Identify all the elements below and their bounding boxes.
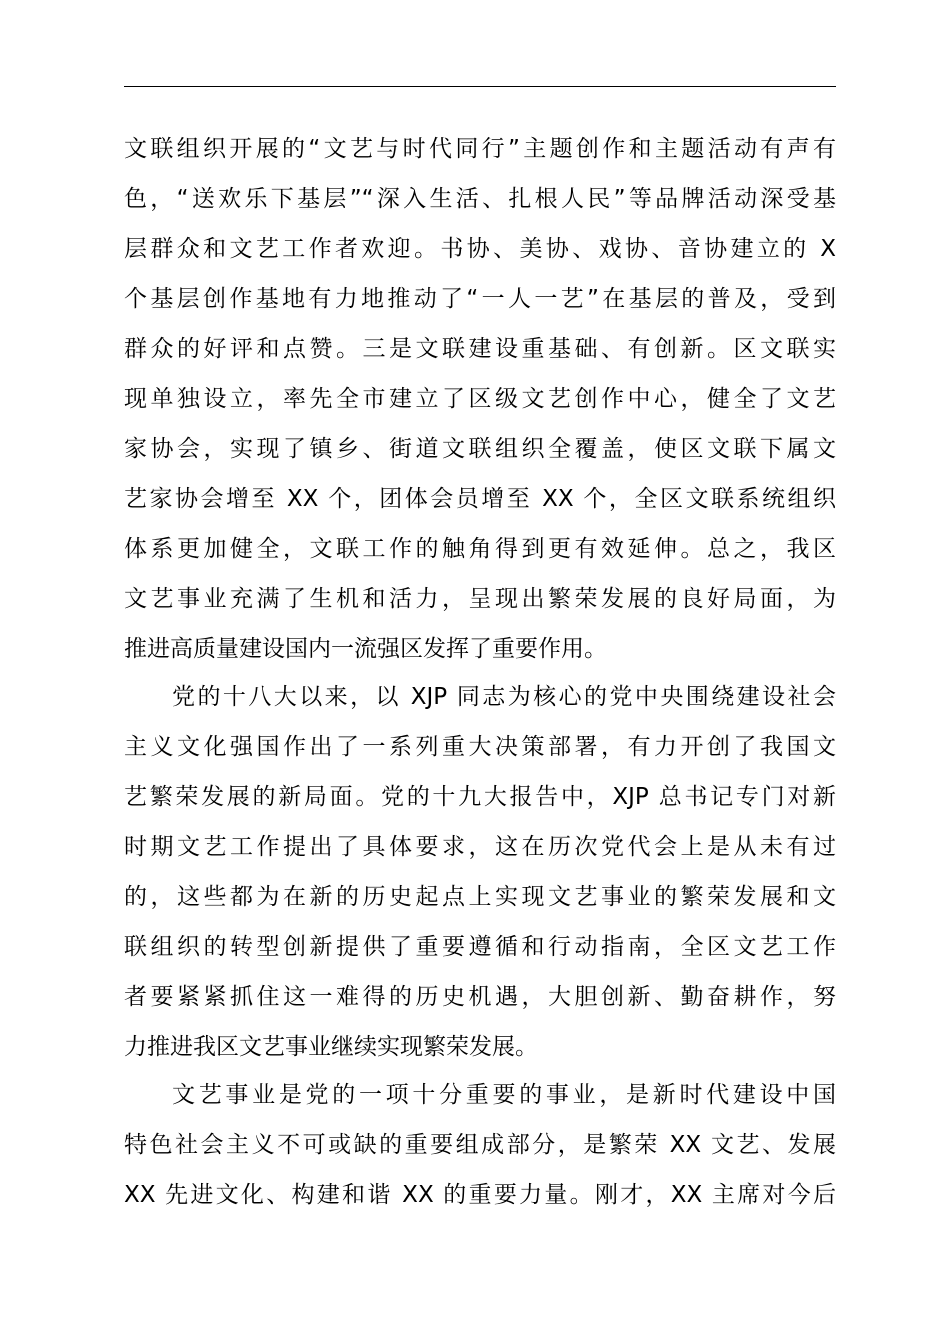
text-line: 文艺事业是党的一项十分重要的事业，是新时代建设中国 — [172, 1082, 836, 1108]
text-line: 现单独设立，率先全市建立了区级文艺创作中心，健全了文艺 — [124, 386, 836, 412]
text-line: XX 先进文化、构建和谐 XX 的重要力量。刚才，XX 主席对今后 — [124, 1182, 836, 1208]
text-line: 时期文艺工作提出了具体要求，这在历次党代会上是从未有过 — [124, 834, 836, 860]
text-line: 联组织的转型创新提供了重要遵循和行动指南，全区文艺工作 — [124, 934, 836, 960]
text-line: 艺繁荣发展的新局面。党的十九大报告中，XJP 总书记专门对新 — [124, 784, 836, 810]
text-line: 色，“送欢乐下基层”“深入生活、扎根人民”等品牌活动深受基 — [124, 186, 836, 212]
text-line: 者要紧紧抓住这一难得的历史机遇，大胆创新、勤奋耕作，努 — [124, 984, 836, 1010]
text-line: 主义文化强国作出了一系列重大决策部署，有力开创了我国文 — [124, 734, 836, 760]
text-line: 特色社会主义不可或缺的重要组成部分，是繁荣 XX 文艺、发展 — [124, 1132, 836, 1158]
text-line: 家协会，实现了镇乡、街道文联组织全覆盖，使区文联下属文 — [124, 436, 836, 462]
text-line: 个基层创作基地有力地推动了“一人一艺”在基层的普及，受到 — [124, 286, 836, 312]
text-line: 党的十八大以来，以 XJP 同志为核心的党中央围绕建设社会 — [172, 684, 836, 710]
text-line: 的，这些都为在新的历史起点上实现文艺事业的繁荣发展和文 — [124, 884, 836, 910]
header-rule — [124, 86, 836, 87]
text-line: 群众的好评和点赞。三是文联建设重基础、有创新。区文联实 — [124, 336, 836, 362]
text-line: 艺家协会增至 XX 个，团体会员增至 XX 个，全区文联系统组织 — [124, 486, 836, 512]
text-line: 推进高质量建设国内一流强区发挥了重要作用。 — [124, 636, 607, 662]
text-line: 层群众和文艺工作者欢迎。书协、美协、戏协、音协建立的 X — [124, 236, 836, 262]
text-line: 文艺事业充满了生机和活力，呈现出繁荣发展的良好局面，为 — [124, 586, 836, 612]
text-line: 力推进我区文艺事业继续实现繁荣发展。 — [124, 1034, 538, 1060]
text-line: 文联组织开展的“文艺与时代同行”主题创作和主题活动有声有 — [124, 136, 836, 162]
text-line: 体系更加健全，文联工作的触角得到更有效延伸。总之，我区 — [124, 536, 836, 562]
